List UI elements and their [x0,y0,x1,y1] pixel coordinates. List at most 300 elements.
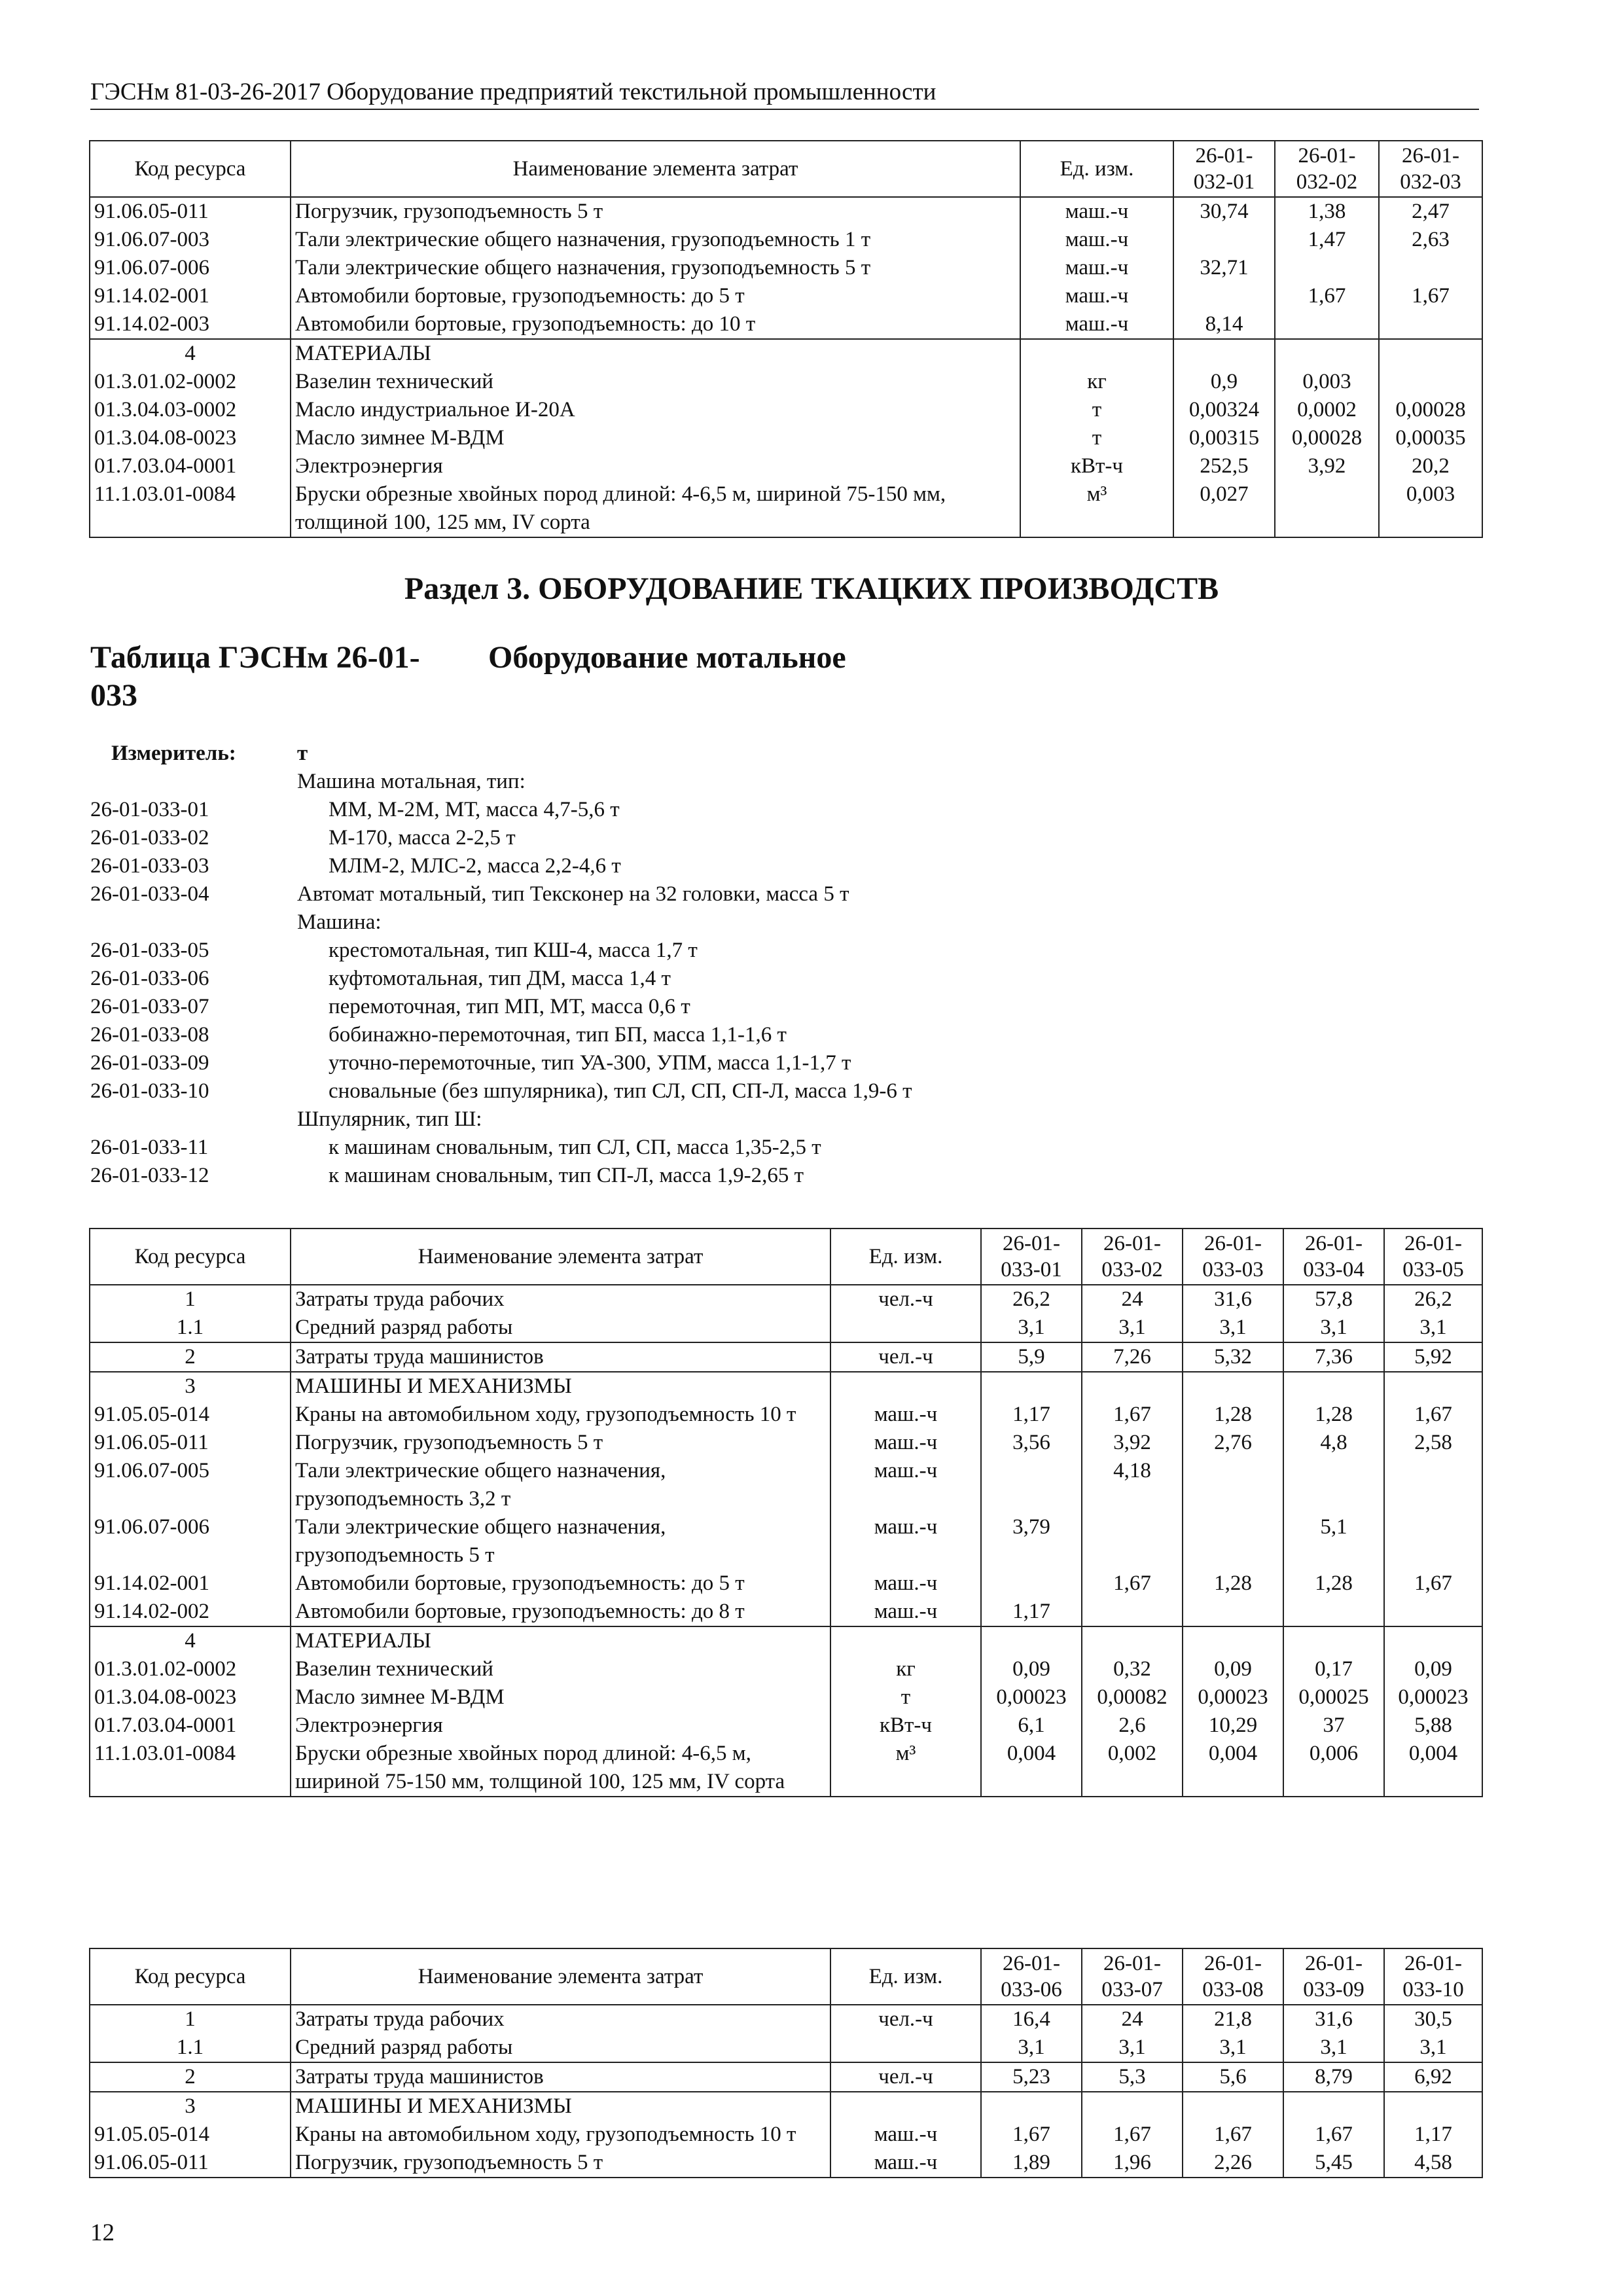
measure-line-text: крестомотальная, тип КШ-4, масса 1,7 т [329,939,698,962]
table-row [90,310,1482,339]
unit-cell [830,1314,981,1342]
table-row [90,2092,1482,2121]
value-cell [1183,1598,1283,1626]
cost-item-name-cell: Электроэнергия [291,452,1020,480]
value-cell: 1,67 [1384,1570,1482,1598]
resource-code-cell: 11.1.03.01-0084 [90,480,291,537]
unit-cell: маш.-ч [830,1598,981,1626]
value-cell [1283,1457,1384,1513]
value-cell: 3,1 [981,1314,1082,1342]
value-cell: 8,14 [1173,310,1275,339]
table-row [90,2121,1482,2149]
resource-code-cell: 1.1 [90,2034,291,2062]
value-cell: 3,1 [1183,1314,1283,1342]
col-header-resource-code: 26-01- 032-03 [1379,141,1482,197]
table-row [90,1626,1482,1655]
value-cell: 0,004 [1183,1740,1283,1797]
cost-item-name-cell: МАШИНЫ И МЕХАНИЗМЫ [291,2092,830,2121]
value-cell: 0,00023 [981,1683,1082,1712]
unit-cell: чел.-ч [830,2005,981,2034]
cost-item-name-cell: МАТЕРИАЛЫ [291,1626,830,1655]
value-cell [1283,1626,1384,1655]
table-row [90,1655,1482,1683]
resource-table-032 [89,140,1483,538]
cost-item-name-cell: Тали электрические общего назначения, грузоподъемность 1 т [291,226,1020,254]
table-row [90,1740,1482,1797]
value-cell: 24 [1082,2005,1183,2034]
measure-label: Измеритель: [111,742,236,765]
col-header-code: Код ресурса [90,1229,291,1285]
measure-line [90,1134,1530,1162]
measure-line-text: бобинажно-перемоточная, тип БП, масса 1,1-1,6 т [329,1023,787,1047]
unit-cell: маш.-ч [830,2149,981,2178]
unit-cell: маш.-ч [1020,282,1173,310]
unit-cell: кг [1020,368,1173,396]
unit-cell: т [1020,424,1173,452]
value-cell: 0,006 [1283,1740,1384,1797]
table-row [90,254,1482,282]
measure-line-text: ММ, М-2М, МТ, масса 4,7-5,6 т [329,798,620,821]
measure-line-text: уточно-перемоточные, тип УА-300, УПМ, масса 1,1-1,7 т [329,1051,851,1075]
value-cell [1283,1598,1384,1626]
value-cell: 16,4 [981,2005,1082,2034]
value-cell: 7,36 [1283,1342,1384,1372]
value-cell: 252,5 [1173,452,1275,480]
resource-code-cell: 91.14.02-003 [90,310,291,339]
value-cell: 0,0002 [1275,396,1379,424]
value-cell [1183,1626,1283,1655]
resource-code-cell: 4 [90,339,291,368]
value-cell: 3,92 [1082,1429,1183,1457]
value-cell: 0,004 [1384,1740,1482,1797]
resource-code-cell: 91.06.05-011 [90,197,291,226]
measure-line [90,993,1530,1021]
col-header-resource-code: 26-01- 033-07 [1082,1948,1183,2005]
value-cell: 26,2 [1384,1285,1482,1314]
value-cell [981,1372,1082,1401]
table-row [90,368,1482,396]
resource-table-033-a [89,1228,1483,1797]
measure-line [90,824,1530,852]
value-cell: 2,26 [1183,2149,1283,2178]
value-cell: 1,67 [1082,1570,1183,1598]
measure-line-code: 26-01-033-11 [90,1136,209,1159]
unit-cell [830,1372,981,1401]
value-cell [1173,226,1275,254]
value-cell [1082,1626,1183,1655]
measure-line-code: 26-01-033-09 [90,1051,209,1075]
measure-line-code: 26-01-033-07 [90,995,209,1018]
value-cell: 1,28 [1283,1570,1384,1598]
table-row [90,1372,1482,1401]
resource-code-cell: 3 [90,1372,291,1401]
measure-line-code: 26-01-033-05 [90,939,209,962]
measure-line-code: 26-01-033-08 [90,1023,209,1047]
table-row [90,1513,1482,1570]
cost-item-name-cell: Тали электрические общего назначения, грузоподъемность 3,2 т [291,1457,830,1513]
unit-cell: кг [830,1655,981,1683]
value-cell: 4,58 [1384,2149,1482,2178]
unit-cell: чел.-ч [830,1342,981,1372]
unit-cell: маш.-ч [1020,254,1173,282]
measure-line-text: к машинам сновальным, тип СЛ, СП, масса 1,35-2,5 т [329,1136,821,1159]
value-cell: 1,28 [1183,1401,1283,1429]
value-cell: 0,00315 [1173,424,1275,452]
unit-cell: маш.-ч [830,1429,981,1457]
unit-cell: маш.-ч [830,2121,981,2149]
col-header-resource-code: 26-01- 033-10 [1384,1948,1482,2005]
resource-code-cell: 91.06.07-006 [90,1513,291,1570]
resource-code-cell: 91.06.07-005 [90,1457,291,1513]
resource-code-cell: 91.05.05-014 [90,1401,291,1429]
value-cell: 0,027 [1173,480,1275,537]
value-cell [1173,339,1275,368]
value-cell: 1,67 [1082,2121,1183,2149]
value-cell [1082,1513,1183,1570]
cost-item-name-cell: Краны на автомобильном ходу, грузоподъемность 10 т [291,1401,830,1429]
col-header-resource-code: 26-01- 033-04 [1283,1229,1384,1285]
value-cell [1183,1513,1283,1570]
value-cell [1183,1372,1283,1401]
col-header-name: Наименование элемента затрат [291,1948,830,2005]
value-cell: 0,004 [981,1740,1082,1797]
col-header-resource-code: 26-01- 032-02 [1275,141,1379,197]
value-cell: 32,71 [1173,254,1275,282]
table-row [90,339,1482,368]
unit-cell: кВт-ч [830,1712,981,1740]
unit-cell [830,1626,981,1655]
value-cell: 1,67 [1275,282,1379,310]
value-cell: 3,1 [1082,1314,1183,1342]
value-cell: 0,003 [1275,368,1379,396]
value-cell [1183,2092,1283,2121]
cost-item-name-cell: Тали электрические общего назначения, грузоподъемность 5 т [291,254,1020,282]
value-cell: 3,1 [1384,1314,1482,1342]
cost-item-name-cell: Автомобили бортовые, грузоподъемность: до 10 т [291,310,1020,339]
value-cell: 0,00023 [1183,1683,1283,1712]
value-cell: 31,6 [1283,2005,1384,2034]
table-row [90,396,1482,424]
section-title: Раздел 3. ОБОРУДОВАНИЕ ТКАЦКИХ ПРОИЗВОДСТВ [404,571,1219,606]
value-cell: 0,002 [1082,1740,1183,1797]
value-cell: 0,00023 [1384,1683,1482,1712]
value-cell [1379,310,1482,339]
unit-cell: маш.-ч [1020,226,1173,254]
value-cell: 5,88 [1384,1712,1482,1740]
unit-cell: маш.-ч [830,1401,981,1429]
unit-cell: т [1020,396,1173,424]
resource-code-cell: 4 [90,1626,291,1655]
value-cell [981,1570,1082,1598]
value-cell: 2,47 [1379,197,1482,226]
measure-line-text: сновальные (без шпулярника), тип СЛ, СП, СП-Л, масса 1,9-6 т [329,1079,912,1103]
table-row [90,2149,1482,2178]
value-cell: 3,1 [981,2034,1082,2062]
unit-cell: маш.-ч [1020,310,1173,339]
unit-cell: маш.-ч [830,1570,981,1598]
cost-item-name-cell: Масло индустриальное И-20А [291,396,1020,424]
value-cell: 1,67 [1384,1401,1482,1429]
col-header-resource-code: 26-01- 033-08 [1183,1948,1283,2005]
table-row [90,2062,1482,2092]
table-row [90,2005,1482,2034]
value-cell: 31,6 [1183,1285,1283,1314]
value-cell [1384,1513,1482,1570]
col-header-resource-code: 26-01- 033-05 [1384,1229,1482,1285]
measure-line [90,1049,1530,1077]
cost-item-name-cell: Затраты труда машинистов [291,1342,830,1372]
value-cell: 3,1 [1183,2034,1283,2062]
value-cell: 3,1 [1283,2034,1384,2062]
value-cell: 30,5 [1384,2005,1482,2034]
value-cell: 7,26 [1082,1342,1183,1372]
value-cell [1082,2092,1183,2121]
unit-cell [1020,339,1173,368]
value-cell: 10,29 [1183,1712,1283,1740]
cost-item-name-cell: Автомобили бортовые, грузоподъемность: до 5 т [291,282,1020,310]
value-cell: 5,32 [1183,1342,1283,1372]
value-cell: 1,67 [1283,2121,1384,2149]
cost-item-name-cell: Автомобили бортовые, грузоподъемность: до 5 т [291,1570,830,1598]
value-cell: 1,67 [1379,282,1482,310]
measure-line-code: 26-01-033-02 [90,826,209,850]
measure-line [90,880,1530,908]
col-header-resource-code: 26-01- 032-01 [1173,141,1275,197]
value-cell: 2,58 [1384,1429,1482,1457]
unit-cell: т [830,1683,981,1712]
value-cell: 1,89 [981,2149,1082,2178]
resource-code-cell: 01.7.03.04-0001 [90,452,291,480]
value-cell: 1,67 [1183,2121,1283,2149]
table-row [90,1570,1482,1598]
resource-code-cell: 11.1.03.01-0084 [90,1740,291,1797]
resource-code-cell: 91.14.02-001 [90,282,291,310]
cost-item-name-cell: Погрузчик, грузоподъемность 5 т [291,2149,830,2178]
table-row [90,1457,1482,1513]
value-cell: 3,56 [981,1429,1082,1457]
cost-item-name-cell: Средний разряд работы [291,2034,830,2062]
table-title-code: Таблица ГЭСНм 26-01-033 [90,640,420,713]
col-header-resource-code: 26-01- 033-06 [981,1948,1082,2005]
value-cell: 26,2 [981,1285,1082,1314]
table-row [90,480,1482,537]
unit-cell: м³ [830,1740,981,1797]
table-row [90,2034,1482,2062]
col-header-name: Наименование элемента затрат [291,1229,830,1285]
value-cell [1384,1598,1482,1626]
value-cell: 4,18 [1082,1457,1183,1513]
unit-cell: маш.-ч [1020,197,1173,226]
measure-line [90,908,1530,937]
measure-line [90,1105,1530,1134]
measure-line-text: Машина мотальная, тип: [297,770,526,793]
value-cell [1275,310,1379,339]
measure-line-text: М-170, масса 2-2,5 т [329,826,516,850]
col-header-code: Код ресурса [90,1948,291,2005]
cost-item-name-cell: Электроэнергия [291,1712,830,1740]
measure-line [90,937,1530,965]
value-cell: 0,9 [1173,368,1275,396]
value-cell [1379,339,1482,368]
value-cell [1379,254,1482,282]
value-cell: 5,9 [981,1342,1082,1372]
cost-item-name-cell: МАШИНЫ И МЕХАНИЗМЫ [291,1372,830,1401]
value-cell: 0,09 [981,1655,1082,1683]
measure-line-text: куфтомотальная, тип ДМ, масса 1,4 т [329,967,671,990]
value-cell: 5,1 [1283,1513,1384,1570]
value-cell: 24 [1082,1285,1183,1314]
measure-line-code: 26-01-033-06 [90,967,209,990]
cost-item-name-cell: Автомобили бортовые, грузоподъемность: до 8 т [291,1598,830,1626]
resource-code-cell: 1.1 [90,1314,291,1342]
value-cell: 1,17 [981,1598,1082,1626]
unit-cell: м³ [1020,480,1173,537]
col-header-name: Наименование элемента затрат [291,141,1020,197]
measure-line [90,796,1530,824]
cost-item-name-cell: Вазелин технический [291,1655,830,1683]
cost-item-name-cell: Затраты труда рабочих [291,1285,830,1314]
col-header-unit: Ед. изм. [830,1229,981,1285]
measure-line-code: 26-01-033-03 [90,854,209,878]
value-cell [981,1626,1082,1655]
measure-line [90,768,1530,796]
unit-cell: кВт-ч [1020,452,1173,480]
value-cell: 4,8 [1283,1429,1384,1457]
value-cell: 57,8 [1283,1285,1384,1314]
value-cell [1082,1598,1183,1626]
table-row [90,424,1482,452]
measure-line-code: 26-01-033-12 [90,1164,209,1187]
measure-line [90,852,1530,880]
table-row [90,1342,1482,1372]
value-cell: 1,96 [1082,2149,1183,2178]
unit-cell: маш.-ч [830,1457,981,1513]
table-row [90,197,1482,226]
unit-cell [830,2034,981,2062]
resource-code-cell: 01.3.01.02-0002 [90,1655,291,1683]
value-cell: 5,6 [1183,2062,1283,2092]
table-row [90,1683,1482,1712]
col-header-resource-code: 26-01- 033-02 [1082,1229,1183,1285]
value-cell [1275,480,1379,537]
resource-code-cell: 01.7.03.04-0001 [90,1712,291,1740]
resource-code-cell: 01.3.01.02-0002 [90,368,291,396]
value-cell: 2,6 [1082,1712,1183,1740]
col-header-unit: Ед. изм. [1020,141,1173,197]
value-cell: 20,2 [1379,452,1482,480]
resource-code-cell: 91.06.05-011 [90,2149,291,2178]
measure-line-text: к машинам сновальным, тип СП-Л, масса 1,9-2,65 т [329,1164,804,1187]
value-cell: 0,09 [1384,1655,1482,1683]
value-cell [1283,1372,1384,1401]
value-cell [1384,1372,1482,1401]
measure-line-text: МЛМ-2, МЛС-2, масса 2,2-4,6 т [329,854,621,878]
resource-code-cell: 1 [90,2005,291,2034]
cost-item-name-cell: Тали электрические общего назначения, грузоподъемность 5 т [291,1513,830,1570]
value-cell: 5,3 [1082,2062,1183,2092]
measure-value: т [297,742,308,765]
value-cell: 0,09 [1183,1655,1283,1683]
col-header-resource-code: 26-01- 033-03 [1183,1229,1283,1285]
resource-code-cell: 91.14.02-001 [90,1570,291,1598]
value-cell: 3,79 [981,1513,1082,1570]
col-header-resource-code: 26-01- 033-09 [1283,1948,1384,2005]
value-cell: 1,17 [981,1401,1082,1429]
table-row [90,282,1482,310]
value-cell: 5,23 [981,2062,1082,2092]
table-row [90,1314,1482,1342]
value-cell: 21,8 [1183,2005,1283,2034]
measure-line-text: Машина: [297,910,382,934]
page-header: ГЭСНм 81-03-26-2017 Оборудование предприятий текстильной промышленности [90,76,1479,110]
value-cell [1173,282,1275,310]
value-cell: 1,38 [1275,197,1379,226]
cost-item-name-cell: Масло зимнее М-ВДМ [291,424,1020,452]
table-row [90,1712,1482,1740]
measure-line-code: 26-01-033-04 [90,882,209,906]
value-cell: 0,00324 [1173,396,1275,424]
cost-item-name-cell: Бруски обрезные хвойных пород длиной: 4-6,5 м, шириной 75-150 мм, толщиной 100, 125 мм, IV сорта [291,1740,830,1797]
resource-code-cell: 91.14.02-002 [90,1598,291,1626]
table-row [90,452,1482,480]
measure-line [90,1021,1530,1049]
unit-cell [830,2092,981,2121]
resource-code-cell: 2 [90,2062,291,2092]
value-cell: 6,1 [981,1712,1082,1740]
resource-code-cell: 01.3.04.08-0023 [90,424,291,452]
measure-line-text: Шпулярник, тип Ш: [297,1107,482,1131]
value-cell: 8,79 [1283,2062,1384,2092]
measure-line-code: 26-01-033-10 [90,1079,209,1103]
value-cell: 3,1 [1283,1314,1384,1342]
value-cell [1275,254,1379,282]
value-cell: 5,92 [1384,1342,1482,1372]
value-cell: 3,1 [1082,2034,1183,2062]
unit-cell: чел.-ч [830,2062,981,2092]
measure-line [90,1162,1530,1190]
value-cell: 0,00028 [1275,424,1379,452]
measure-line [90,1077,1530,1105]
unit-cell: маш.-ч [830,1513,981,1570]
value-cell: 6,92 [1384,2062,1482,2092]
cost-item-name-cell: Погрузчик, грузоподъемность 5 т [291,1429,830,1457]
resource-table-033-b [89,1948,1483,2178]
value-cell [1384,2092,1482,2121]
cost-item-name-cell: Масло зимнее М-ВДМ [291,1683,830,1712]
value-cell: 2,76 [1183,1429,1283,1457]
value-cell: 0,00025 [1283,1683,1384,1712]
measure-block [90,740,1530,1190]
table-title-name: Оборудование мотальное [488,640,846,675]
value-cell: 0,00028 [1379,396,1482,424]
resource-code-cell: 1 [90,1285,291,1314]
value-cell: 0,32 [1082,1655,1183,1683]
measure-line-code: 26-01-033-01 [90,798,209,821]
cost-item-name-cell: Бруски обрезные хвойных пород длиной: 4-6,5 м, шириной 75-150 мм, толщиной 100, 125 мм, IV сорта [291,480,1020,537]
resource-code-cell: 01.3.04.08-0023 [90,1683,291,1712]
value-cell: 0,00035 [1379,424,1482,452]
value-cell: 5,45 [1283,2149,1384,2178]
cost-item-name-cell: МАТЕРИАЛЫ [291,339,1020,368]
value-cell: 2,63 [1379,226,1482,254]
value-cell [981,1457,1082,1513]
cost-item-name-cell: Вазелин технический [291,368,1020,396]
value-cell: 1,28 [1183,1570,1283,1598]
unit-cell: чел.-ч [830,1285,981,1314]
value-cell: 1,67 [981,2121,1082,2149]
measure-row [90,740,1530,768]
resource-code-cell: 91.06.07-003 [90,226,291,254]
